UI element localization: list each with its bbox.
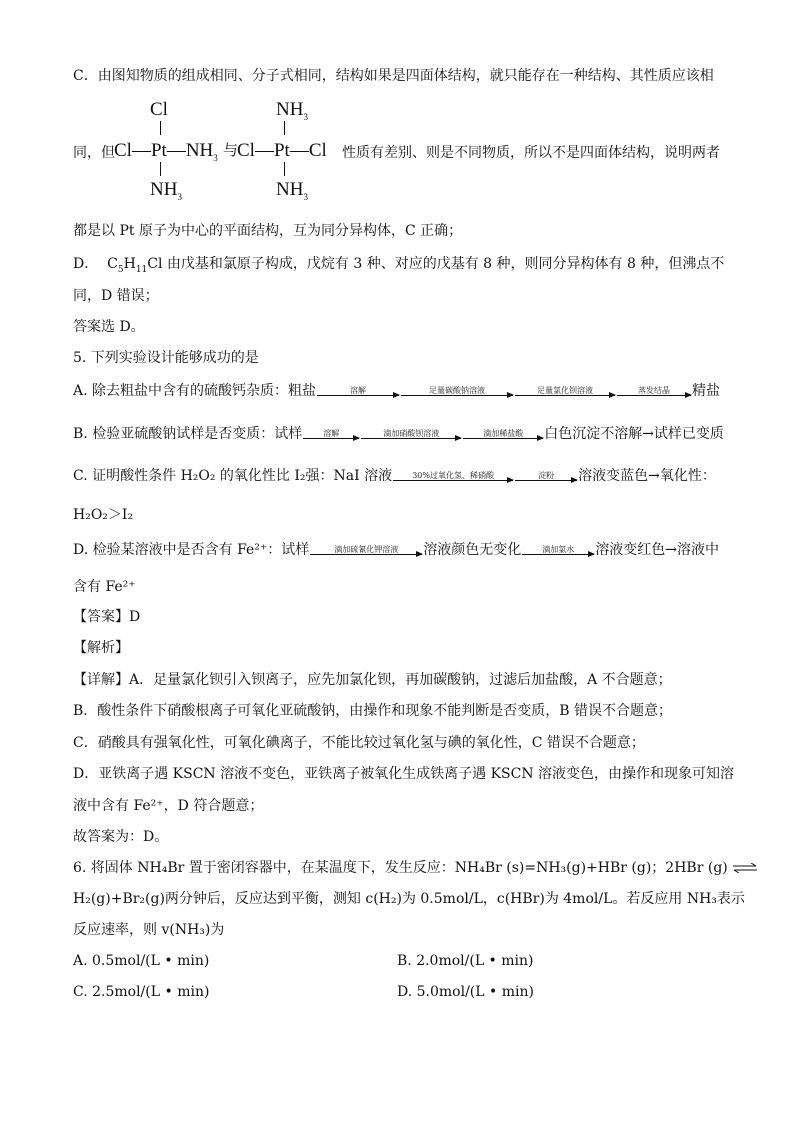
arrow-a2	[401, 386, 513, 396]
arrow-c1	[393, 471, 513, 481]
struct1-bottom: $NH_3$	[150, 179, 182, 202]
equilibrium-arrow-icon	[732, 863, 758, 873]
analysis-label: 【解析】	[73, 640, 129, 656]
struct1-left: Cl	[114, 140, 132, 161]
struct1-row: $Cl—Pt—NH_3$	[114, 140, 218, 163]
q6-line1-text: 6. 将固体 NH₄Br 置于密闭容器中，在某温度下，发生反应：NH₄Br (s)=NH₃(g)+HBr (g)；2HBr (g)	[73, 860, 728, 876]
q6-option-b: B. 2.0mol/(L • min)	[397, 953, 534, 969]
arrow-b3	[463, 429, 543, 439]
answer-5: 故答案为：D。	[73, 829, 169, 845]
struct2-row: Cl—Pt—Cl	[237, 140, 327, 161]
c-yu: 与	[223, 141, 239, 159]
q5d-line-2: 含有 Fe²⁺	[73, 579, 136, 595]
q6-line-3: 反应速率，则 v(NH₃)为	[73, 922, 225, 938]
arrow-a1	[317, 386, 399, 396]
d-rest: 由戊基和氯原子构成，戊烷有 3 种、对应的戊基有 8 种，则同分异构体有 8 种，但沸点不	[162, 256, 725, 272]
arrow-a1-label: 溶解	[350, 386, 367, 395]
struct2-left: Cl	[237, 140, 255, 161]
struct2-bond-bottom	[284, 162, 285, 176]
d-line-1	[73, 254, 724, 280]
arrow-a4-label: 蒸发结晶	[638, 386, 671, 395]
q5b-prefix: B. 检验亚硫酸钠试样是否变质：试样	[73, 426, 303, 442]
struct1-center: Pt	[150, 140, 167, 161]
arrow-c2	[515, 471, 577, 481]
q5d-prefix: D. 检验某溶液中是否含有 Fe²⁺：试样	[73, 542, 310, 558]
q5a-prefix: A. 除去粗盐中含有的硫酸钙杂质：粗盐	[73, 383, 317, 399]
q6-line-2: H₂(g)+Br₂(g)两分钟后，反应达到平衡，测知 c(H₂)为 0.5mol/L，c(HBr)为 4mol/L。若反应用 NH₃表示	[73, 891, 745, 907]
arrow-d2	[522, 545, 594, 555]
arrow-c2-label: 淀粉	[538, 471, 555, 480]
arrow-a3-label: 足量氯化钡溶液	[537, 386, 594, 395]
detail-a: 【详解】A．足量氯化钡引入钡离子，应先加氯化钡，再加碳酸钠，过滤后加盐酸，A 不合题意；	[73, 672, 672, 688]
answer-4: 答案选 D。	[73, 319, 145, 335]
q5b-suffix: 白色沉淀不溶解→试样已变质	[544, 426, 724, 442]
c-after: 性质有差别、则是不同物质，所以不是四面体结构，说明两者	[342, 145, 720, 161]
q5-option-c	[73, 466, 716, 486]
q5-option-a	[73, 381, 720, 401]
struct2-bottom: $NH_3$	[276, 179, 308, 202]
struct2-top: $NH_3$	[276, 99, 308, 122]
struct1-bond-bottom	[160, 162, 161, 176]
q6-line-1	[73, 858, 758, 878]
q5c-prefix: C. 证明酸性条件 H₂O₂ 的氧化性比 I₂强：NaI 溶液	[73, 468, 393, 484]
c-intro-line: C．由图知物质的组成相同、分子式相同，结构如果是四面体结构，就只能存在一种结构、其性质应该相	[73, 68, 714, 84]
d-formula: $C_5H_{11}Cl$	[107, 256, 163, 275]
arrow-b1-label: 溶解	[323, 429, 340, 438]
q5d-mid: 溶液颜色无变化	[423, 542, 522, 558]
struct2-right: Cl	[308, 140, 327, 161]
arrow-b2	[361, 429, 461, 439]
detail-b: B．酸性条件下硝酸根离子可氧化亚硫酸钠，由操作和现象不能判断是否变质，B 错误不合题意；	[73, 703, 673, 719]
c-end-line: 都是以 Pt 原子为中心的平面结构，互为同分异构体，C 正确；	[73, 223, 463, 239]
q5-option-d	[73, 540, 719, 560]
q5-stem: 5. 下列实验设计能够成功的是	[73, 350, 259, 366]
q5c-suffix: 溶液变蓝色→氧化性：	[578, 468, 716, 484]
c-tong-dan: 同，但	[73, 145, 115, 161]
struct1-bond-top	[160, 121, 161, 135]
q6-option-a: A. 0.5mol/(L • min)	[73, 953, 210, 969]
arrow-d1-label: 滴加硫氰化钾溶液	[334, 545, 399, 554]
q5a-suffix: 精盐	[692, 383, 721, 399]
q6-option-d: D. 5.0mol/(L • min)	[397, 984, 534, 1000]
arrow-a4	[617, 386, 691, 396]
detail-c: C．硝酸具有强氧化性，可氧化碘离子，不能比较过氧化氢与碘的氧化性，C 错误不合题意；	[73, 735, 645, 751]
arrow-b1	[303, 429, 359, 439]
arrow-d2-label: 滴加氯水	[542, 545, 575, 554]
d-line-2: 同，D 错误；	[73, 288, 159, 304]
detail-d2: 液中含有 Fe²⁺，D 符合题意；	[73, 798, 264, 814]
arrow-c1-label: 30%过氧化氢、稀硝酸	[412, 471, 494, 480]
arrow-d1	[310, 545, 422, 555]
arrow-b2-label: 滴加硝酸钡溶液	[383, 429, 440, 438]
struct1-right: $NH_3$	[185, 140, 218, 163]
arrow-a3	[515, 386, 615, 396]
struct1-top: Cl	[150, 99, 168, 120]
q5c-line-2: H₂O₂＞I₂	[73, 507, 134, 523]
detail-d1: D．亚铁离子遇 KSCN 溶液不变色，亚铁离子被氧化生成铁离子遇 KSCN 溶液变色，由操作和现象可知溶	[73, 766, 735, 782]
arrow-a2-label: 足量碳酸钠溶液	[429, 386, 486, 395]
d-prefix: D．	[73, 256, 99, 272]
struct2-bond-top	[284, 121, 285, 135]
answer-label: 【答案】D	[73, 609, 141, 625]
q5-option-b	[73, 424, 724, 444]
struct2-center: Pt	[273, 140, 290, 161]
q6-option-c: C. 2.5mol/(L • min)	[73, 984, 210, 1000]
q5d-suffix: 溶液变红色→溶液中	[595, 542, 720, 558]
arrow-b3-label: 滴加稀盐酸	[483, 429, 524, 438]
